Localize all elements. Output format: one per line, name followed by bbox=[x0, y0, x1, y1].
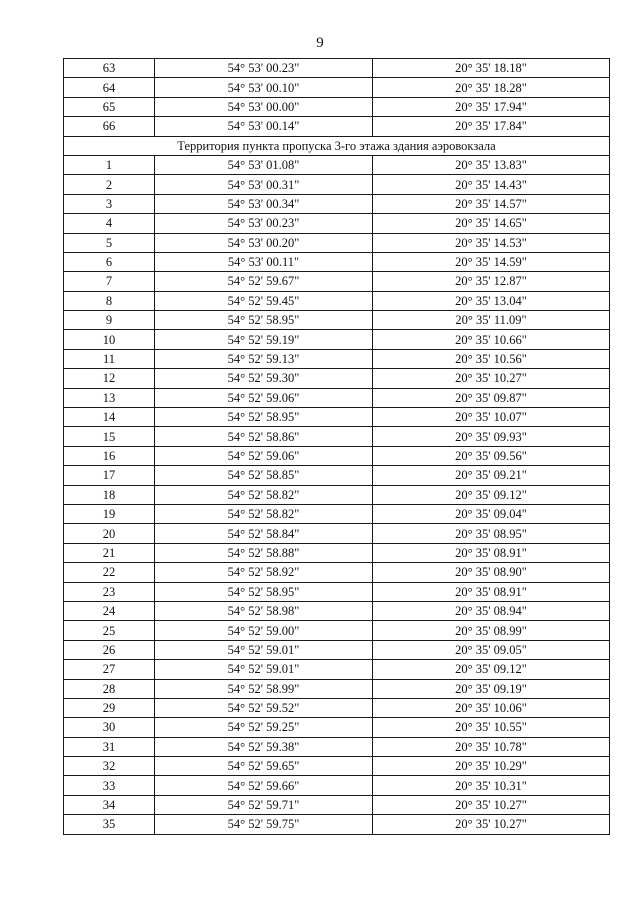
longitude-cell: 20° 35' 09.56" bbox=[373, 446, 610, 465]
longitude-cell: 20° 35' 10.29" bbox=[373, 757, 610, 776]
point-number-cell: 20 bbox=[64, 524, 155, 543]
longitude-cell: 20° 35' 10.66" bbox=[373, 330, 610, 349]
point-number-cell: 10 bbox=[64, 330, 155, 349]
longitude-cell: 20° 35' 12.87" bbox=[373, 272, 610, 291]
table-row bbox=[64, 97, 610, 116]
table-row bbox=[64, 621, 610, 640]
table-row bbox=[64, 446, 610, 465]
point-number-cell: 22 bbox=[64, 563, 155, 582]
longitude-cell: 20° 35' 08.94" bbox=[373, 601, 610, 620]
latitude-cell: 54° 52' 59.45" bbox=[155, 291, 373, 310]
longitude-cell: 20° 35' 18.28" bbox=[373, 78, 610, 97]
coordinates-table-body bbox=[64, 59, 610, 835]
longitude-cell: 20° 35' 13.04" bbox=[373, 291, 610, 310]
table-row bbox=[64, 543, 610, 562]
longitude-cell: 20° 35' 08.90" bbox=[373, 563, 610, 582]
longitude-cell: 20° 35' 08.95" bbox=[373, 524, 610, 543]
point-number-cell: 18 bbox=[64, 485, 155, 504]
table-row bbox=[64, 194, 610, 213]
table-row bbox=[64, 601, 610, 620]
latitude-cell: 54° 52' 59.01" bbox=[155, 640, 373, 659]
latitude-cell: 54° 52' 59.71" bbox=[155, 795, 373, 814]
longitude-cell: 20° 35' 09.87" bbox=[373, 388, 610, 407]
longitude-cell: 20° 35' 10.55" bbox=[373, 718, 610, 737]
point-number-cell: 19 bbox=[64, 504, 155, 523]
coordinates-table bbox=[63, 58, 610, 835]
point-number-cell: 29 bbox=[64, 698, 155, 717]
table-row bbox=[64, 524, 610, 543]
longitude-cell: 20° 35' 09.12" bbox=[373, 660, 610, 679]
table-row bbox=[64, 369, 610, 388]
latitude-cell: 54° 52' 58.86" bbox=[155, 427, 373, 446]
latitude-cell: 54° 52' 58.82" bbox=[155, 485, 373, 504]
table-row bbox=[64, 311, 610, 330]
latitude-cell: 54° 52' 58.95" bbox=[155, 408, 373, 427]
point-number-cell: 32 bbox=[64, 757, 155, 776]
latitude-cell: 54° 53' 00.34" bbox=[155, 194, 373, 213]
longitude-cell: 20° 35' 09.93" bbox=[373, 427, 610, 446]
latitude-cell: 54° 52' 59.19" bbox=[155, 330, 373, 349]
longitude-cell: 20° 35' 10.56" bbox=[373, 349, 610, 368]
table-row bbox=[64, 660, 610, 679]
point-number-cell: 15 bbox=[64, 427, 155, 446]
table-row bbox=[64, 330, 610, 349]
point-number-cell: 26 bbox=[64, 640, 155, 659]
table-row bbox=[64, 136, 610, 155]
table-row bbox=[64, 757, 610, 776]
longitude-cell: 20° 35' 17.94" bbox=[373, 97, 610, 116]
latitude-cell: 54° 52' 59.00" bbox=[155, 621, 373, 640]
table-row bbox=[64, 640, 610, 659]
latitude-cell: 54° 52' 59.06" bbox=[155, 388, 373, 407]
table-row bbox=[64, 291, 610, 310]
longitude-cell: 20° 35' 17.84" bbox=[373, 117, 610, 136]
latitude-cell: 54° 52' 58.85" bbox=[155, 466, 373, 485]
point-number-cell: 13 bbox=[64, 388, 155, 407]
latitude-cell: 54° 52' 59.66" bbox=[155, 776, 373, 795]
longitude-cell: 20° 35' 08.91" bbox=[373, 582, 610, 601]
table-row bbox=[64, 175, 610, 194]
longitude-cell: 20° 35' 10.31" bbox=[373, 776, 610, 795]
table-row bbox=[64, 78, 610, 97]
point-number-cell: 21 bbox=[64, 543, 155, 562]
latitude-cell: 54° 52' 58.82" bbox=[155, 504, 373, 523]
latitude-cell: 54° 52' 58.95" bbox=[155, 582, 373, 601]
page-number: 9 bbox=[316, 35, 324, 51]
longitude-cell: 20° 35' 14.59" bbox=[373, 252, 610, 271]
point-number-cell: 27 bbox=[64, 660, 155, 679]
longitude-cell: 20° 35' 10.27" bbox=[373, 815, 610, 834]
latitude-cell: 54° 52' 59.75" bbox=[155, 815, 373, 834]
latitude-cell: 54° 52' 58.84" bbox=[155, 524, 373, 543]
point-number-cell: 25 bbox=[64, 621, 155, 640]
point-number-cell: 64 bbox=[64, 78, 155, 97]
longitude-cell: 20° 35' 09.12" bbox=[373, 485, 610, 504]
latitude-cell: 54° 52' 59.25" bbox=[155, 718, 373, 737]
table-row bbox=[64, 117, 610, 136]
longitude-cell: 20° 35' 10.07" bbox=[373, 408, 610, 427]
latitude-cell: 54° 52' 59.06" bbox=[155, 446, 373, 465]
point-number-cell: 33 bbox=[64, 776, 155, 795]
latitude-cell: 54° 52' 59.65" bbox=[155, 757, 373, 776]
latitude-cell: 54° 52' 59.52" bbox=[155, 698, 373, 717]
latitude-cell: 54° 52' 59.30" bbox=[155, 369, 373, 388]
table-row bbox=[64, 795, 610, 814]
point-number-cell: 7 bbox=[64, 272, 155, 291]
latitude-cell: 54° 53' 00.20" bbox=[155, 233, 373, 252]
table-row bbox=[64, 252, 610, 271]
table-row bbox=[64, 408, 610, 427]
table-row bbox=[64, 485, 610, 504]
latitude-cell: 54° 52' 59.38" bbox=[155, 737, 373, 756]
table-row bbox=[64, 349, 610, 368]
point-number-cell: 12 bbox=[64, 369, 155, 388]
latitude-cell: 54° 53' 00.31" bbox=[155, 175, 373, 194]
point-number-cell: 17 bbox=[64, 466, 155, 485]
table-row bbox=[64, 155, 610, 174]
latitude-cell: 54° 53' 00.11" bbox=[155, 252, 373, 271]
point-number-cell: 65 bbox=[64, 97, 155, 116]
point-number-cell: 63 bbox=[64, 59, 155, 78]
latitude-cell: 54° 52' 58.98" bbox=[155, 601, 373, 620]
point-number-cell: 8 bbox=[64, 291, 155, 310]
longitude-cell: 20° 35' 10.27" bbox=[373, 795, 610, 814]
longitude-cell: 20° 35' 14.65" bbox=[373, 214, 610, 233]
table-row bbox=[64, 582, 610, 601]
latitude-cell: 54° 52' 59.67" bbox=[155, 272, 373, 291]
latitude-cell: 54° 53' 01.08" bbox=[155, 155, 373, 174]
latitude-cell: 54° 52' 59.01" bbox=[155, 660, 373, 679]
point-number-cell: 14 bbox=[64, 408, 155, 427]
longitude-cell: 20° 35' 18.18" bbox=[373, 59, 610, 78]
longitude-cell: 20° 35' 10.27" bbox=[373, 369, 610, 388]
point-number-cell: 23 bbox=[64, 582, 155, 601]
latitude-cell: 54° 52' 58.95" bbox=[155, 311, 373, 330]
point-number-cell: 2 bbox=[64, 175, 155, 194]
section-title: Территория пункта пропуска 3-го этажа здания аэровокзала bbox=[64, 136, 610, 155]
table-row bbox=[64, 718, 610, 737]
longitude-cell: 20° 35' 11.09" bbox=[373, 311, 610, 330]
point-number-cell: 66 bbox=[64, 117, 155, 136]
point-number-cell: 30 bbox=[64, 718, 155, 737]
table-row bbox=[64, 388, 610, 407]
point-number-cell: 11 bbox=[64, 349, 155, 368]
longitude-cell: 20° 35' 10.78" bbox=[373, 737, 610, 756]
longitude-cell: 20° 35' 09.19" bbox=[373, 679, 610, 698]
point-number-cell: 3 bbox=[64, 194, 155, 213]
point-number-cell: 1 bbox=[64, 155, 155, 174]
longitude-cell: 20° 35' 08.99" bbox=[373, 621, 610, 640]
table-row bbox=[64, 214, 610, 233]
longitude-cell: 20° 35' 13.83" bbox=[373, 155, 610, 174]
point-number-cell: 16 bbox=[64, 446, 155, 465]
longitude-cell: 20° 35' 14.53" bbox=[373, 233, 610, 252]
table-row bbox=[64, 272, 610, 291]
table-row bbox=[64, 466, 610, 485]
latitude-cell: 54° 52' 58.99" bbox=[155, 679, 373, 698]
longitude-cell: 20° 35' 09.21" bbox=[373, 466, 610, 485]
table-row bbox=[64, 563, 610, 582]
latitude-cell: 54° 53' 00.10" bbox=[155, 78, 373, 97]
point-number-cell: 35 bbox=[64, 815, 155, 834]
table-row bbox=[64, 504, 610, 523]
table-row bbox=[64, 776, 610, 795]
table-row bbox=[64, 737, 610, 756]
point-number-cell: 6 bbox=[64, 252, 155, 271]
latitude-cell: 54° 53' 00.23" bbox=[155, 214, 373, 233]
latitude-cell: 54° 52' 58.92" bbox=[155, 563, 373, 582]
point-number-cell: 5 bbox=[64, 233, 155, 252]
point-number-cell: 34 bbox=[64, 795, 155, 814]
table-row bbox=[64, 698, 610, 717]
table-row bbox=[64, 59, 610, 78]
longitude-cell: 20° 35' 08.91" bbox=[373, 543, 610, 562]
point-number-cell: 9 bbox=[64, 311, 155, 330]
latitude-cell: 54° 53' 00.23" bbox=[155, 59, 373, 78]
point-number-cell: 24 bbox=[64, 601, 155, 620]
table-row bbox=[64, 233, 610, 252]
longitude-cell: 20° 35' 10.06" bbox=[373, 698, 610, 717]
longitude-cell: 20° 35' 09.04" bbox=[373, 504, 610, 523]
longitude-cell: 20° 35' 09.05" bbox=[373, 640, 610, 659]
latitude-cell: 54° 53' 00.00" bbox=[155, 97, 373, 116]
point-number-cell: 31 bbox=[64, 737, 155, 756]
latitude-cell: 54° 52' 58.88" bbox=[155, 543, 373, 562]
latitude-cell: 54° 52' 59.13" bbox=[155, 349, 373, 368]
point-number-cell: 4 bbox=[64, 214, 155, 233]
table-row bbox=[64, 427, 610, 446]
longitude-cell: 20° 35' 14.57" bbox=[373, 194, 610, 213]
point-number-cell: 28 bbox=[64, 679, 155, 698]
latitude-cell: 54° 53' 00.14" bbox=[155, 117, 373, 136]
longitude-cell: 20° 35' 14.43" bbox=[373, 175, 610, 194]
table-row bbox=[64, 679, 610, 698]
table-row bbox=[64, 815, 610, 834]
